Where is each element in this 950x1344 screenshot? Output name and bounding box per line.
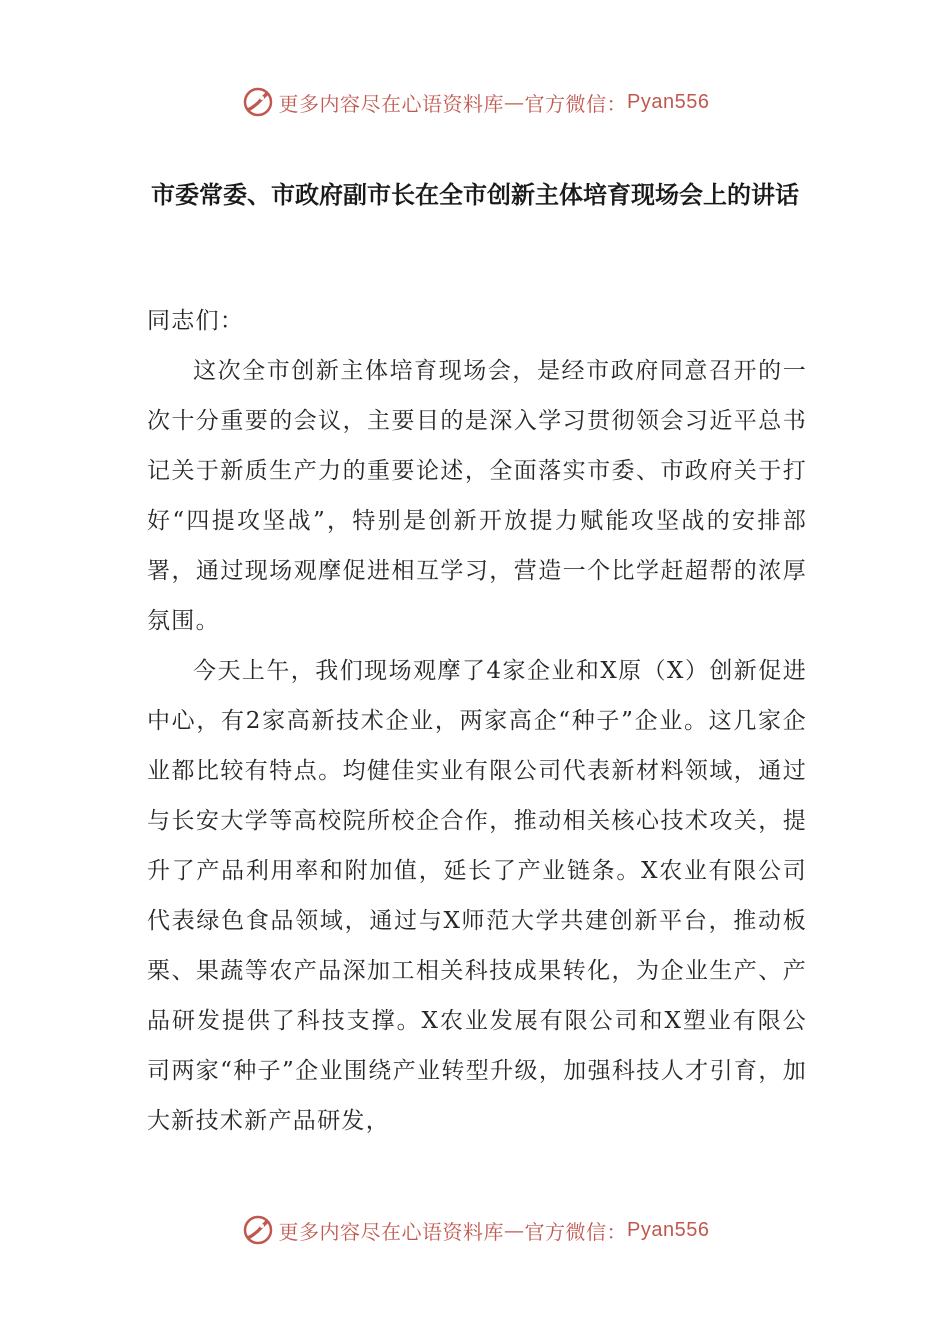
pen-nib-circle-icon [241, 1213, 275, 1247]
watermark-wechat-label: 官方微信： [524, 1219, 628, 1244]
watermark-wechat-id: Pyan556 [627, 1218, 710, 1241]
watermark-brand-text: 更多内容尽在心语资料库 [278, 91, 505, 116]
watermark-banner-top [0, 82, 950, 122]
document-body [147, 296, 807, 1146]
watermark-banner-bottom [0, 1210, 950, 1250]
watermark-wechat-label: 官方微信： [524, 91, 628, 116]
salutation: 同志们： [147, 308, 245, 334]
document-title: 市委常委、市政府副市长在全市创新主体培育现场会上的讲话 [151, 181, 799, 209]
watermark-separator: — [504, 1218, 525, 1242]
watermark-wechat-id: Pyan556 [627, 90, 710, 113]
pen-nib-circle-icon [241, 85, 275, 119]
watermark-separator: — [504, 90, 525, 114]
paragraph: 今天上午，我们现场观摩了4家企业和X原（X）创新促进中心，有2家高新技术企业，两家高企“种子”企业。这几家企业都比较有特点。均健佳实业有限公司代表新材料领域，通过与长安大学等高校院所校企合作，推动相关核心技术攻关，提升了产品利用率和附加值，延长了产业链条。X农业有限公司代表绿色食品领域，通过与X师范大学共建创新平台，推动板栗、果蔬等农产品深加工相关科技成果转化，为企业生产、产品研发提供了科技支撑。X农业发展有限公司和X塑业有限公司两家“种子”企业围绕产业转型升级，加强科技人才引育，加大新技术新产品研发， [147, 658, 807, 1134]
paragraph: 这次全市创新主体培育现场会，是经市政府同意召开的一次十分重要的会议，主要目的是深入学习贯彻领会习近平总书记关于新质生产力的重要论述，全面落实市委、市政府关于打好“四提攻坚战”，特别是创新开放提力赋能攻坚战的安排部署，通过现场观摩促进相互学习，营造一个比学赶超帮的浓厚氛围。 [147, 358, 807, 634]
watermark-brand-text: 更多内容尽在心语资料库 [278, 1219, 505, 1244]
